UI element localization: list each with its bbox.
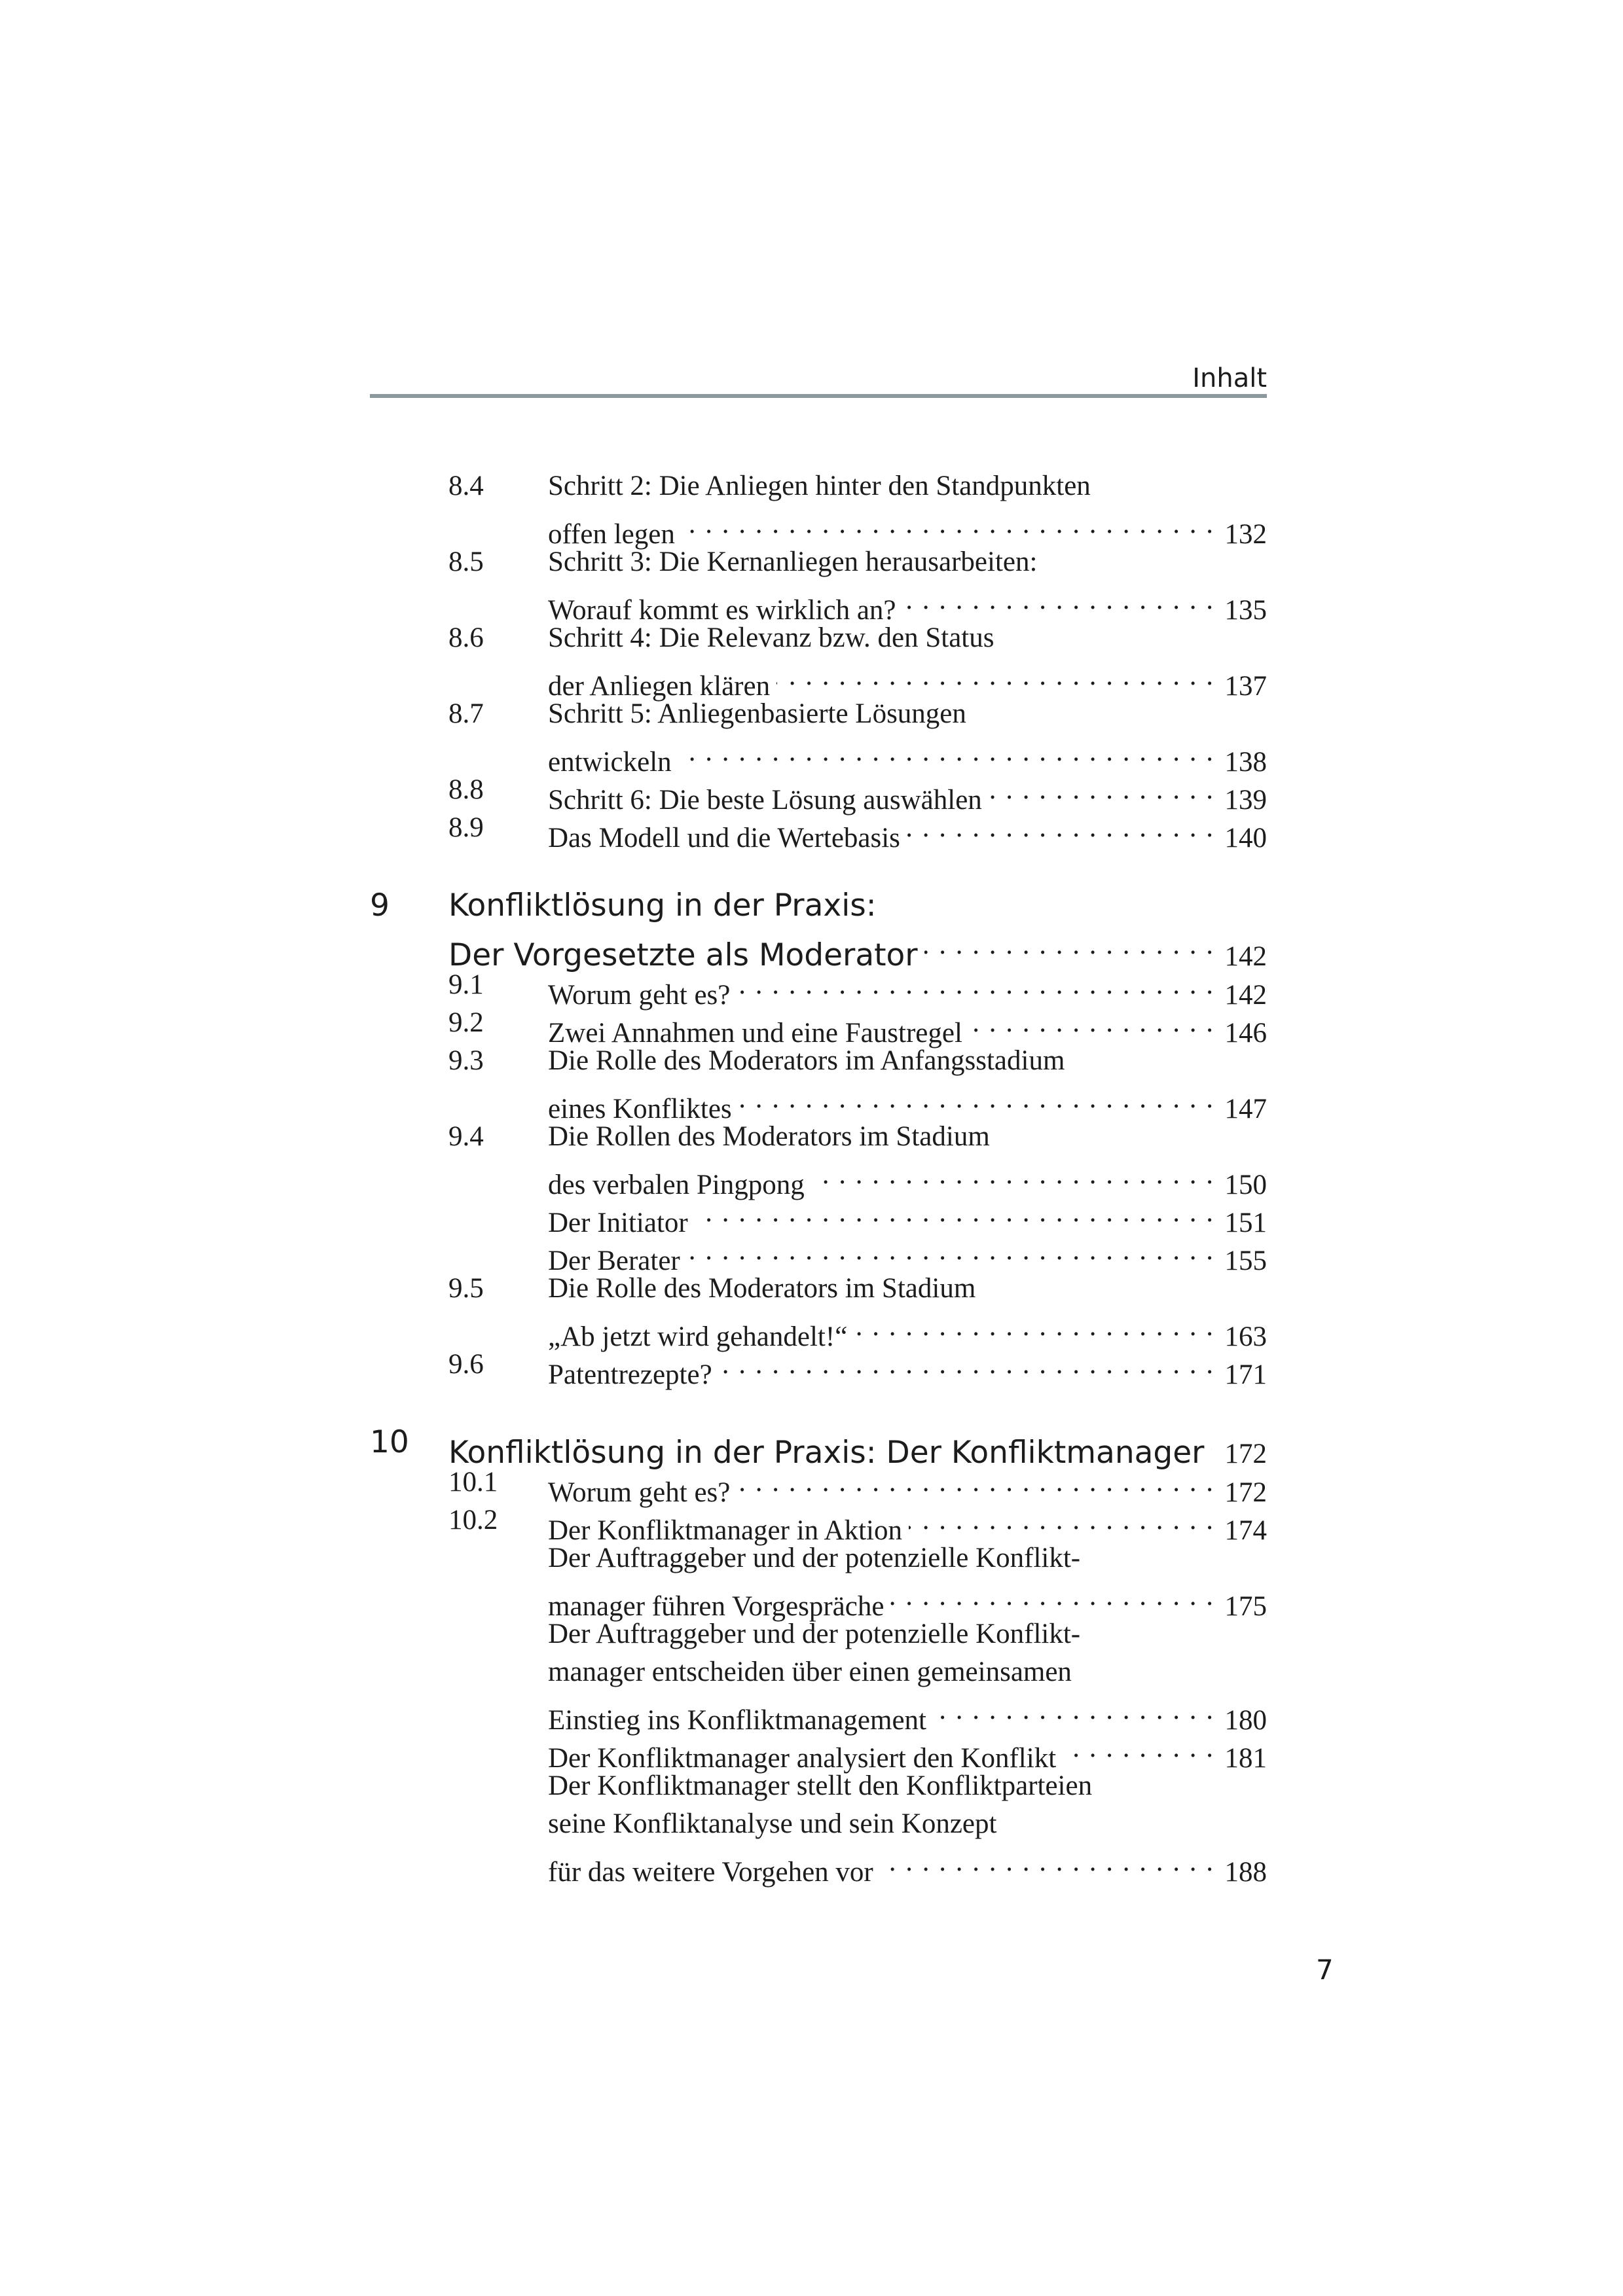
- toc-number: 9.5: [448, 1273, 484, 1304]
- toc-title: Die Rolle des Moderators im Stadium: [548, 1273, 976, 1304]
- toc-entry-9-4-cont[interactable]: [370, 1156, 1267, 1200]
- toc-number: 9.3: [448, 1045, 484, 1076]
- toc-entry-8-5[interactable]: [370, 543, 1267, 581]
- toc-subentry-einstieg[interactable]: [370, 1615, 1267, 1653]
- toc-entry-10-2[interactable]: [370, 1501, 1267, 1546]
- toc-title: Worauf kommt es wirklich an?: [548, 595, 896, 626]
- leader-dots: [854, 1308, 1214, 1346]
- toc-page-number: 137: [1224, 671, 1267, 702]
- toc-page-number: 138: [1224, 747, 1267, 778]
- toc-chapter-title: Der Vorgesetzte als Moderator: [448, 937, 918, 973]
- toc-subentry-konzept-cont2[interactable]: [370, 1843, 1267, 1888]
- toc-title: für das weitere Vorgehen vor: [548, 1857, 873, 1888]
- toc-entry-8-4-cont[interactable]: [370, 505, 1267, 550]
- toc-subentry-vorgespraeche[interactable]: [370, 1539, 1267, 1577]
- leader-dots: [739, 1080, 1214, 1118]
- toc-entry-9-2[interactable]: [370, 1004, 1267, 1049]
- toc-page-number: 155: [1224, 1246, 1267, 1276]
- toc-entry-10-1[interactable]: [370, 1463, 1267, 1508]
- toc-title: Schritt 3: Die Kernanliegen herausarbeiten:: [548, 547, 1038, 577]
- toc-title: Patentrezepte?: [548, 1359, 712, 1390]
- toc-page-number: 163: [1224, 1321, 1267, 1352]
- header-rule: [370, 394, 1267, 398]
- leader-dots: [909, 1501, 1214, 1539]
- toc-chapter-9[interactable]: [370, 886, 1267, 926]
- toc-chapter-10[interactable]: [370, 1422, 1267, 1471]
- toc-title: Schritt 2: Die Anliegen hinter den Standpunkten: [548, 471, 1091, 501]
- toc-subentry-einstieg-cont2[interactable]: [370, 1691, 1267, 1736]
- toc-title: Worum geht es?: [548, 1477, 731, 1508]
- leader-dots: [695, 1194, 1214, 1232]
- toc-number: 10.2: [448, 1505, 498, 1535]
- toc-entry-8-5-cont[interactable]: [370, 581, 1267, 626]
- toc-entry-8-9[interactable]: [370, 809, 1267, 853]
- leader-dots: [719, 1346, 1214, 1384]
- toc-title: Der Konfliktmanager analysiert den Konflikt: [548, 1743, 1057, 1774]
- toc-subentry-berater[interactable]: [370, 1232, 1267, 1276]
- toc-entry-8-7[interactable]: [370, 695, 1267, 733]
- toc-title: Die Rolle des Moderators im Anfangsstadium: [548, 1045, 1065, 1076]
- toc-chapter-title: Konfliktlösung in der Praxis:: [448, 888, 877, 924]
- toc-title: manager entscheiden über einen gemeinsamen: [548, 1657, 1072, 1687]
- toc-title: Der Konfliktmanager stellt den Konfliktparteien: [548, 1770, 1093, 1801]
- toc-entry-9-6[interactable]: [370, 1346, 1267, 1390]
- leader-dots: [1063, 1729, 1214, 1767]
- toc-number: 8.6: [448, 622, 484, 653]
- toc-chapter-number: 9: [370, 888, 390, 924]
- toc-title: Der Auftraggeber und der potenzielle Konflikt-: [548, 1619, 1081, 1649]
- toc-entry-9-5-cont[interactable]: [370, 1308, 1267, 1352]
- toc-title: Das Modell und die Wertebasis: [548, 823, 900, 853]
- toc-entry-8-4[interactable]: [370, 467, 1267, 505]
- toc-entry-9-4[interactable]: [370, 1118, 1267, 1156]
- toc-subentry-analyse[interactable]: [370, 1729, 1267, 1774]
- running-header-title: Inhalt: [1192, 363, 1267, 393]
- toc-page-number: 175: [1224, 1591, 1267, 1622]
- toc-number: 8.4: [448, 471, 484, 501]
- toc-title: Schritt 5: Anliegenbasierte Lösungen: [548, 698, 966, 729]
- toc-page-number: 180: [1224, 1705, 1267, 1736]
- leader-dots: [811, 1156, 1214, 1194]
- toc-page-number: 150: [1224, 1170, 1267, 1200]
- toc-entry-9-1[interactable]: [370, 966, 1267, 1011]
- toc-page-number: 151: [1224, 1208, 1267, 1238]
- toc-entry-8-6[interactable]: [370, 619, 1267, 657]
- toc-page-number: 181: [1224, 1743, 1267, 1774]
- toc-entry-9-5[interactable]: [370, 1270, 1267, 1308]
- toc-subentry-vorgespraeche-cont[interactable]: [370, 1577, 1267, 1622]
- toc-page-number: 174: [1224, 1515, 1267, 1546]
- toc-title: „Ab jetzt wird gehandelt!“: [548, 1321, 848, 1352]
- leader-dots: [890, 1577, 1214, 1615]
- toc-page-number: 171: [1224, 1359, 1267, 1390]
- toc-title: Worum geht es?: [548, 980, 731, 1011]
- toc-chapter-9-cont[interactable]: [370, 925, 1267, 973]
- leader-dots: [737, 1463, 1214, 1501]
- toc-title: Der Initiator: [548, 1208, 688, 1238]
- leader-dots: [776, 657, 1214, 695]
- toc-page-number: 135: [1224, 595, 1267, 626]
- leader-dots: [880, 1843, 1214, 1881]
- toc-title: Der Auftraggeber und der potenzielle Konflikt-: [548, 1543, 1081, 1573]
- toc-title: seine Konfliktanalyse und sein Konzept: [548, 1808, 997, 1839]
- toc-chapter-number: 10: [370, 1424, 409, 1460]
- toc-title: Der Konfliktmanager in Aktion: [548, 1515, 902, 1546]
- toc-entry-8-6-cont[interactable]: [370, 657, 1267, 702]
- toc-chapter-title: Konfliktlösung in der Praxis: Der Konfliktmanager: [448, 1435, 1205, 1471]
- page-number: 7: [1316, 1954, 1334, 1986]
- toc-entry-8-7-cont[interactable]: [370, 733, 1267, 778]
- leader-dots: [687, 1232, 1214, 1270]
- leader-dots: [1211, 1422, 1214, 1463]
- leader-dots: [737, 966, 1214, 1004]
- toc-number: 9.1: [448, 969, 484, 1000]
- leader-dots: [678, 733, 1214, 771]
- toc-number: 10.1: [448, 1467, 498, 1498]
- toc-title: entwickeln: [548, 747, 672, 778]
- running-header: [370, 359, 1267, 398]
- toc-page-number: 146: [1224, 1018, 1267, 1049]
- toc-title: der Anliegen klären: [548, 671, 771, 702]
- toc-number: 8.7: [448, 698, 484, 729]
- toc-number: 9.2: [448, 1007, 484, 1038]
- toc-page-number: 139: [1224, 785, 1267, 816]
- toc-title: Zwei Annahmen und eine Faustregel: [548, 1018, 962, 1049]
- toc-page-number: 142: [1224, 980, 1267, 1011]
- toc-title: des verbalen Pingpong: [548, 1170, 805, 1200]
- toc-page-number: 142: [1224, 941, 1267, 972]
- toc-entry-9-3-cont[interactable]: [370, 1080, 1267, 1124]
- toc-title: eines Konfliktes: [548, 1094, 732, 1124]
- toc-subentry-einstieg-cont[interactable]: [370, 1653, 1267, 1691]
- toc-subentry-konzept[interactable]: [370, 1767, 1267, 1805]
- leader-dots: [907, 809, 1214, 847]
- leader-dots: [933, 1691, 1214, 1729]
- toc-number: 9.6: [448, 1349, 484, 1380]
- toc-entry-8-8[interactable]: [370, 771, 1267, 816]
- toc-title: offen legen: [548, 519, 675, 550]
- leader-dots: [969, 1004, 1214, 1042]
- toc-page-number: 172: [1224, 1477, 1267, 1508]
- toc-title: Der Berater: [548, 1246, 680, 1276]
- leader-dots: [924, 925, 1214, 965]
- leader-dots: [989, 771, 1214, 809]
- toc-page-number: 132: [1224, 519, 1267, 550]
- toc-entry-9-3[interactable]: [370, 1042, 1267, 1080]
- toc-page-number: 188: [1224, 1857, 1267, 1888]
- toc-title: Einstieg ins Konfliktmanagement: [548, 1705, 927, 1736]
- toc-title: Die Rollen des Moderators im Stadium: [548, 1121, 990, 1152]
- toc-subentry-initiator[interactable]: [370, 1194, 1267, 1238]
- toc-number: 8.9: [448, 812, 484, 843]
- toc-title: Schritt 6: Die beste Lösung auswählen: [548, 785, 982, 816]
- toc-number: 9.4: [448, 1121, 484, 1152]
- toc-page-number: 147: [1224, 1094, 1267, 1124]
- toc-page-number: 140: [1224, 823, 1267, 853]
- toc-number: 8.8: [448, 774, 484, 805]
- toc-page-number: 172: [1224, 1439, 1267, 1469]
- leader-dots: [682, 505, 1214, 543]
- toc-number: 8.5: [448, 547, 484, 577]
- toc-title: manager führen Vorgespräche: [548, 1591, 884, 1622]
- leader-dots: [903, 581, 1215, 619]
- toc-subentry-konzept-cont[interactable]: [370, 1805, 1267, 1843]
- toc-title: Schritt 4: Die Relevanz bzw. den Status: [548, 622, 994, 653]
